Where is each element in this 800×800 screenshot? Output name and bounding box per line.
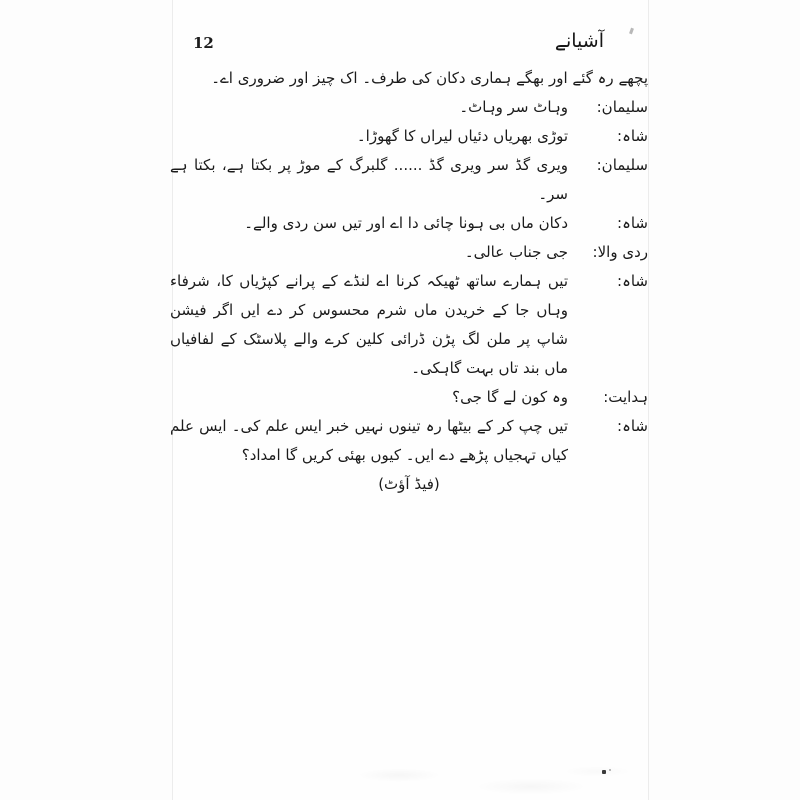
dialogue-text: وہ کون لے گا جی؟ <box>452 388 568 406</box>
dialogue-row <box>170 267 648 383</box>
dialogue-text: ویری گڈ سر ویری گڈ ...... گلبرگ کے موڑ پر بکتا ہے، بکتا ہے سر۔ <box>170 156 568 203</box>
paragraph-continuation-line: پچھے رہ گئے اور بھگے ہماری دکان کی طرف۔ اک چیز اور ضروری اے۔ <box>211 69 648 87</box>
dialogue-text: توڑی بھریاں دئیاں لیراں کا گھوڑا۔ <box>356 127 568 145</box>
dialogue-row <box>170 93 648 122</box>
stage-direction-fade-out: (فیڈ آؤٹ) <box>378 475 440 493</box>
dialogue-row <box>170 122 648 151</box>
speaker-name: شاہ: <box>617 272 648 290</box>
speaker-name: شاہ: <box>617 214 648 232</box>
speaker-name: شاہ: <box>617 127 648 145</box>
dialogue-row <box>170 238 648 267</box>
dialogue-text: جی جناب عالی۔ <box>464 243 568 261</box>
speaker-name: سلیمان: <box>596 156 648 174</box>
speaker-name: ہدایت: <box>603 388 648 406</box>
book-title: آشیانے <box>554 30 604 52</box>
dialogue-text: وہاٹ سر وہاٹ۔ <box>459 98 568 116</box>
speaker-name: ردی والا: <box>592 243 648 261</box>
script-text-block <box>170 64 648 499</box>
dialogue-text: تیں چپ کر کے بیٹھا رہ تینوں نہیں خبر ایس علم کی۔ ایس علم کیاں تہجیاں پڑھے دے ایں۔ کیوں بھئی کریں گا امداد؟ <box>170 417 568 464</box>
dialogue-text: تیں ہمارے ساتھ ٹھیکہ کرنا اے لنڈے کے پرانے کپڑیاں کا، شرفاء وہاں جا کے خریدن ماں شرم محسوس کر دے ایں اگر فیشن شاپ پر ملن لگ پڑن ڈرائی کلین کرے والے پلاسٹک کے لفافیاں ماں بند تاں بہت گاہکی۔ <box>170 272 568 377</box>
dialogue-row <box>170 383 648 412</box>
dialogue-row <box>170 412 648 470</box>
dialogue-text: دکان ماں بی ہونا چائی دا اے اور تیں سن ردی والے۔ <box>244 214 568 232</box>
speaker-name: سلیمان: <box>596 98 648 116</box>
scan-artifact-noise <box>300 760 630 798</box>
page-number: 12 <box>193 34 214 52</box>
speaker-name: شاہ: <box>617 417 648 435</box>
page-edge-line-right <box>648 0 649 800</box>
dialogue-row <box>170 151 648 209</box>
dialogue-row <box>170 209 648 238</box>
